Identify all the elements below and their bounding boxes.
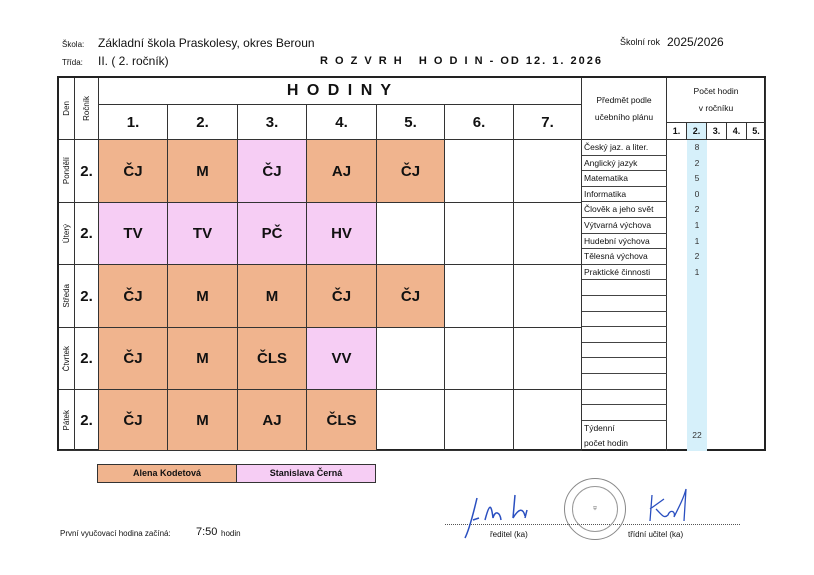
count-header-1: Počet hodin	[693, 86, 739, 96]
class-label: Třída:	[62, 58, 83, 67]
lesson-cell[interactable]	[307, 203, 377, 265]
lesson-cell[interactable]	[307, 328, 377, 390]
lesson-cell[interactable]	[168, 265, 238, 328]
lesson-cell[interactable]	[238, 328, 307, 390]
lesson-cell-text: M	[196, 411, 209, 429]
lesson-cell-text: AJ	[331, 162, 352, 180]
subject-count: 5	[694, 173, 700, 184]
subject-count: 8	[694, 142, 700, 152]
subject-row: Anglický jazyk	[582, 156, 667, 172]
lesson-cell[interactable]	[99, 203, 168, 265]
timetable	[57, 76, 766, 451]
subject-row	[582, 358, 667, 374]
subject-row	[582, 280, 667, 296]
day-label	[59, 265, 75, 328]
grade-column-header	[707, 123, 727, 140]
day-name: Čtvrtek	[62, 345, 71, 372]
period-header-text: 3.	[265, 113, 279, 131]
day-label	[59, 328, 75, 390]
teacher-signature	[640, 485, 700, 525]
teacher-label: třídní učitel (ka)	[628, 530, 684, 539]
grade-column-header-text: 2.	[692, 126, 701, 136]
grade-cell-text: 2.	[80, 287, 93, 305]
weekly-label-2: počet hodin	[584, 438, 628, 448]
period-header-text: 4.	[335, 113, 348, 131]
page-title: R O Z V R H H O D I N - OD 12. 1. 2026	[320, 55, 603, 67]
lesson-cell-text: M	[196, 287, 209, 305]
subject-count: 0	[694, 188, 700, 199]
lesson-cell[interactable]	[238, 203, 307, 265]
subject-row: Hudební výchova	[582, 234, 667, 250]
lesson-cell[interactable]	[377, 328, 445, 390]
lesson-cell-text: TV	[192, 225, 213, 242]
lesson-cell-text: ČJ	[262, 162, 282, 180]
grade-cell	[75, 390, 99, 451]
lesson-cell-text: ČJ	[400, 162, 421, 180]
grade-column-header-text: 3.	[712, 126, 721, 136]
lesson-cell[interactable]	[168, 390, 238, 451]
subject-count: 1	[694, 235, 700, 246]
subject-count: 2	[694, 157, 700, 168]
director-label: ředitel (ka)	[490, 530, 528, 539]
subject-row	[582, 405, 667, 421]
subject-row	[582, 343, 667, 359]
day-name: Středa	[62, 284, 71, 308]
teacher-legend	[97, 464, 376, 483]
day-name: Úterý	[62, 223, 71, 244]
lesson-cell[interactable]	[168, 140, 238, 203]
lesson-cell[interactable]	[514, 265, 582, 328]
period-header	[445, 105, 514, 140]
lesson-cell[interactable]	[514, 390, 582, 451]
grade-column-header	[747, 123, 766, 140]
grade-cell-text: 2.	[80, 162, 93, 180]
day-label	[59, 390, 75, 451]
subject-count: 1	[694, 266, 700, 277]
class-name: II. ( 2. ročník)	[98, 54, 169, 68]
lesson-cell-text: M	[196, 350, 209, 367]
grade-column-header-text: 4.	[732, 126, 741, 136]
subject-row: Člověk a jeho svět	[582, 202, 667, 218]
subject-count: 2	[694, 204, 700, 215]
weekly-label	[584, 421, 628, 451]
lesson-cell[interactable]	[445, 328, 514, 390]
lesson-cell[interactable]	[445, 390, 514, 451]
lesson-cell-text: ČJ	[123, 411, 143, 429]
period-header-text: 7.	[541, 113, 554, 131]
count-header	[667, 78, 766, 123]
lesson-cell-text: M	[196, 162, 209, 180]
hodiny-header-text: H O D I N Y	[286, 82, 394, 99]
lesson-cell[interactable]	[238, 390, 307, 451]
period-header	[238, 105, 307, 140]
start-label: První vyučovací hodina začíná:	[60, 529, 171, 538]
period-header	[168, 105, 238, 140]
period-header	[514, 105, 582, 140]
start-time: 7:50	[196, 526, 218, 538]
hodiny-header	[99, 78, 582, 105]
lesson-cell-text: ČJ	[331, 287, 352, 305]
lesson-cell[interactable]	[238, 140, 307, 203]
subject-header-2: učebního plánu	[594, 111, 654, 122]
period-header	[99, 105, 168, 140]
lesson-cell-text: ČJ	[123, 350, 143, 367]
lesson-cell[interactable]	[377, 265, 445, 328]
day-label	[59, 140, 75, 203]
lesson-cell[interactable]	[514, 203, 582, 265]
lesson-cell-text: TV	[123, 225, 143, 242]
lesson-cell[interactable]	[99, 140, 168, 203]
subject-row: Matematika	[582, 171, 667, 187]
subject-row: Praktické činnosti	[582, 265, 667, 281]
subject-row	[582, 312, 667, 328]
period-header-text: 5.	[404, 113, 417, 131]
grade-cell	[75, 328, 99, 390]
subject-header-1: Předmět podle	[596, 94, 652, 105]
rocnik-header	[75, 78, 99, 140]
subject-row	[582, 296, 667, 312]
lesson-cell[interactable]	[99, 265, 168, 328]
day-name: Pondělí	[62, 157, 71, 185]
lesson-cell-text: ČLS	[257, 350, 287, 367]
lesson-cell-text: M	[265, 287, 279, 305]
period-header-text: 6.	[472, 113, 486, 131]
rocnik-header-text: Ročník	[82, 96, 91, 121]
lesson-cell-text: ČJ	[400, 287, 421, 305]
day-name: Pátek	[62, 409, 71, 431]
lesson-cell[interactable]	[99, 328, 168, 390]
weekly-label-1: Týdenní	[584, 423, 615, 433]
lesson-cell-text: PČ	[261, 225, 283, 242]
subject-row	[582, 390, 667, 406]
lesson-cell-text: ČJ	[123, 162, 143, 180]
lesson-cell[interactable]	[445, 140, 514, 203]
lesson-cell-text: AJ	[262, 411, 282, 429]
grade-cell	[75, 140, 99, 203]
subject-row	[582, 327, 667, 343]
subject-row: Informatika	[582, 187, 667, 203]
subject-row: Výtvarná výchova	[582, 218, 667, 234]
start-unit: hodin	[221, 529, 241, 538]
grade-column-header	[667, 123, 687, 140]
grade-column-header-text: 1.	[672, 126, 681, 136]
day-label	[59, 203, 75, 265]
grade-cell-text: 2.	[80, 225, 93, 242]
lesson-cell[interactable]	[514, 140, 582, 203]
subject-row: Tělesná výchova	[582, 249, 667, 265]
lesson-cell[interactable]	[377, 140, 445, 203]
subject-count: 1	[694, 220, 700, 230]
lesson-cell[interactable]	[377, 390, 445, 451]
grade-cell-text: 2.	[80, 350, 93, 367]
lesson-cell[interactable]	[445, 265, 514, 328]
weekly-total: 22	[692, 430, 702, 440]
lesson-cell[interactable]	[307, 390, 377, 451]
den-header-text: Den	[62, 101, 71, 116]
den-header	[59, 78, 75, 140]
period-header	[307, 105, 377, 140]
lesson-cell[interactable]	[307, 265, 377, 328]
teacher-legend-kodetova: Alena Kodetová	[98, 465, 237, 482]
grade-cell	[75, 203, 99, 265]
grade-cell-text: 2.	[80, 411, 93, 429]
lesson-cell[interactable]	[168, 328, 238, 390]
year-label: Školní rok	[620, 37, 661, 47]
lesson-cell[interactable]	[99, 390, 168, 451]
lesson-cell[interactable]	[445, 203, 514, 265]
lesson-cell[interactable]	[238, 265, 307, 328]
subject-row: Český jaz. a liter.	[582, 140, 667, 156]
count-header-2: v ročníku	[698, 103, 734, 113]
lesson-cell[interactable]	[307, 140, 377, 203]
period-header-text: 2.	[196, 113, 209, 131]
grade-column-header-text: 5.	[752, 126, 760, 136]
lesson-cell[interactable]	[377, 203, 445, 265]
lesson-cell-text: ČLS	[326, 411, 357, 429]
subject-header	[582, 78, 667, 140]
period-header-text: 1.	[126, 113, 140, 131]
period-header	[377, 105, 445, 140]
grade-column-header	[727, 123, 747, 140]
lesson-cell[interactable]	[168, 203, 238, 265]
subject-count: 2	[694, 251, 700, 262]
grade-cell	[75, 265, 99, 328]
lesson-cell[interactable]	[514, 328, 582, 390]
lesson-cell-text: HV	[331, 225, 352, 242]
school-stamp: ⛨	[564, 478, 626, 540]
grade-column-header	[687, 123, 707, 140]
school-year: 2025/2026	[667, 35, 724, 49]
lesson-cell-text: VV	[331, 350, 352, 367]
school-name: Základní škola Praskolesy, okres Beroun	[98, 36, 315, 50]
subject-row	[582, 374, 667, 390]
school-label: Škola:	[62, 40, 85, 49]
lesson-cell-text: ČJ	[123, 287, 143, 305]
teacher-legend-cerna: Stanislava Černá	[237, 465, 375, 482]
